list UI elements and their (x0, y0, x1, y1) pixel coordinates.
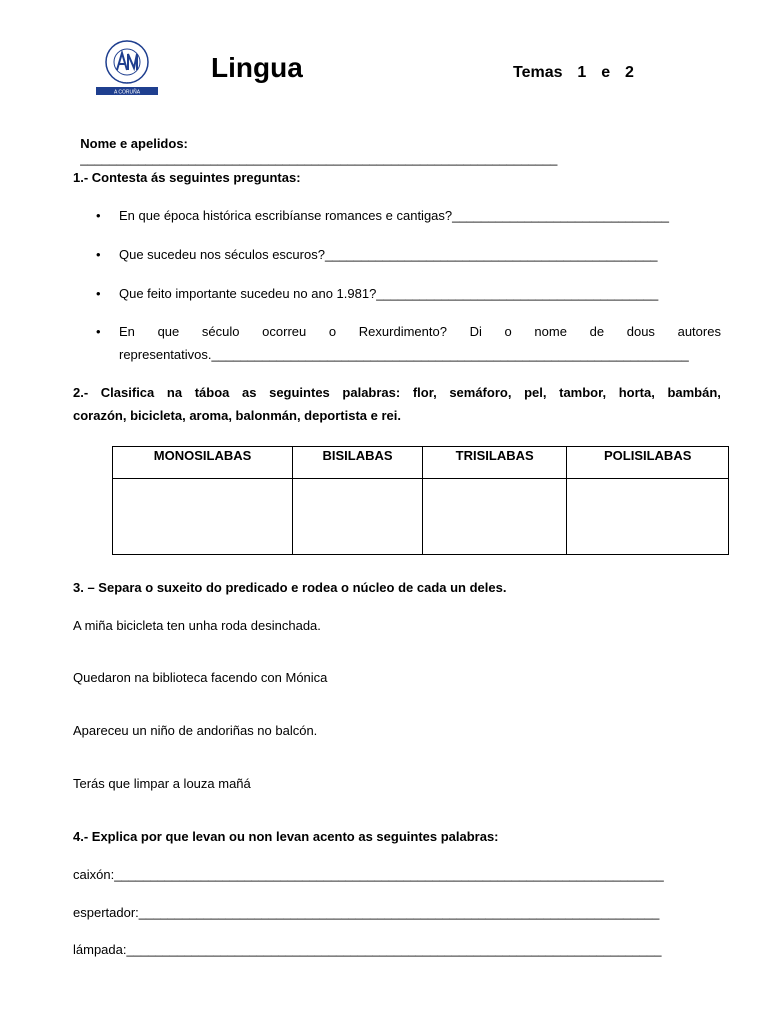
table-header-row (113, 447, 729, 479)
answer-line-caixon[interactable]: caixón:____________________________________________________________________________ (73, 867, 664, 882)
answer-line-espertador[interactable]: espertador:________________________________________________________________________ (73, 905, 660, 920)
section3-heading: 3. – Separa o suxeito do predicado e rodea o núcleo de cada un deles. (73, 580, 507, 595)
classification-table (112, 446, 729, 555)
bullet-icon: • (96, 208, 101, 223)
answer-cell-trisilabas[interactable] (422, 479, 566, 555)
sentence-3: Apareceu un niño de andoriñas no balcón. (73, 723, 318, 738)
col-monosilabas: MONOSILABAS (113, 447, 293, 479)
question-4-line2: representativos.__________________________________________________________________ (119, 347, 689, 362)
bullet-icon: • (96, 286, 101, 301)
sentence-1: A miña bicicleta ten unha roda desinchada. (73, 618, 321, 633)
school-logo (95, 38, 159, 96)
col-polisilabas: POLISILABAS (567, 447, 729, 479)
answer-cell-monosilabas[interactable] (113, 479, 293, 555)
answer-line-lampada[interactable]: lámpada:__________________________________________________________________________ (73, 942, 662, 957)
answer-cell-bisilabas[interactable] (293, 479, 423, 555)
svg-text:A CORUÑA: A CORUÑA (113, 89, 141, 96)
name-label: Nome e apelidos: (80, 136, 188, 151)
section1-heading: 1.- Contesta ás seguintes preguntas: (73, 170, 301, 185)
col-trisilabas: TRISILABAS (422, 447, 566, 479)
bullet-icon: • (96, 324, 101, 339)
sentence-2: Quedaron na biblioteca facendo con Mónica (73, 670, 328, 685)
answer-cell-polisilabas[interactable] (567, 479, 729, 555)
question-2: Que sucedeu nos séculos escuros?______________________________________________ (119, 247, 658, 262)
bullet-icon: • (96, 247, 101, 262)
page-title: Lingua (211, 52, 303, 83)
table-row (113, 479, 729, 555)
question-3: Que feito importante sucedeu no ano 1.981?_______________________________________ (119, 286, 659, 301)
section2-heading-line2: corazón, bicicleta, aroma, balonmán, deportista e rei. (73, 408, 401, 423)
question-1: En que época histórica escribíanse romances e cantigas?______________________________ (119, 208, 670, 223)
question-4-line1: En que século ocorreu o Rexurdimento? Di o nome de dous autores (119, 324, 721, 339)
name-field[interactable] (73, 121, 557, 166)
section4-heading: 4.- Explica por que levan ou non levan acento as seguintes palabras: (73, 829, 499, 844)
name-line: __________________________________________________________________ (80, 151, 558, 166)
section2-heading-line1: 2.- Clasifica na táboa as seguintes palabras: flor, semáforo, pel, tambor, horta, bambán, (73, 385, 721, 400)
sentence-4: Terás que limpar a louza mañá (73, 776, 251, 791)
topics-label: Temas 1 e 2 (513, 64, 634, 81)
col-bisilabas: BISILABAS (293, 447, 423, 479)
